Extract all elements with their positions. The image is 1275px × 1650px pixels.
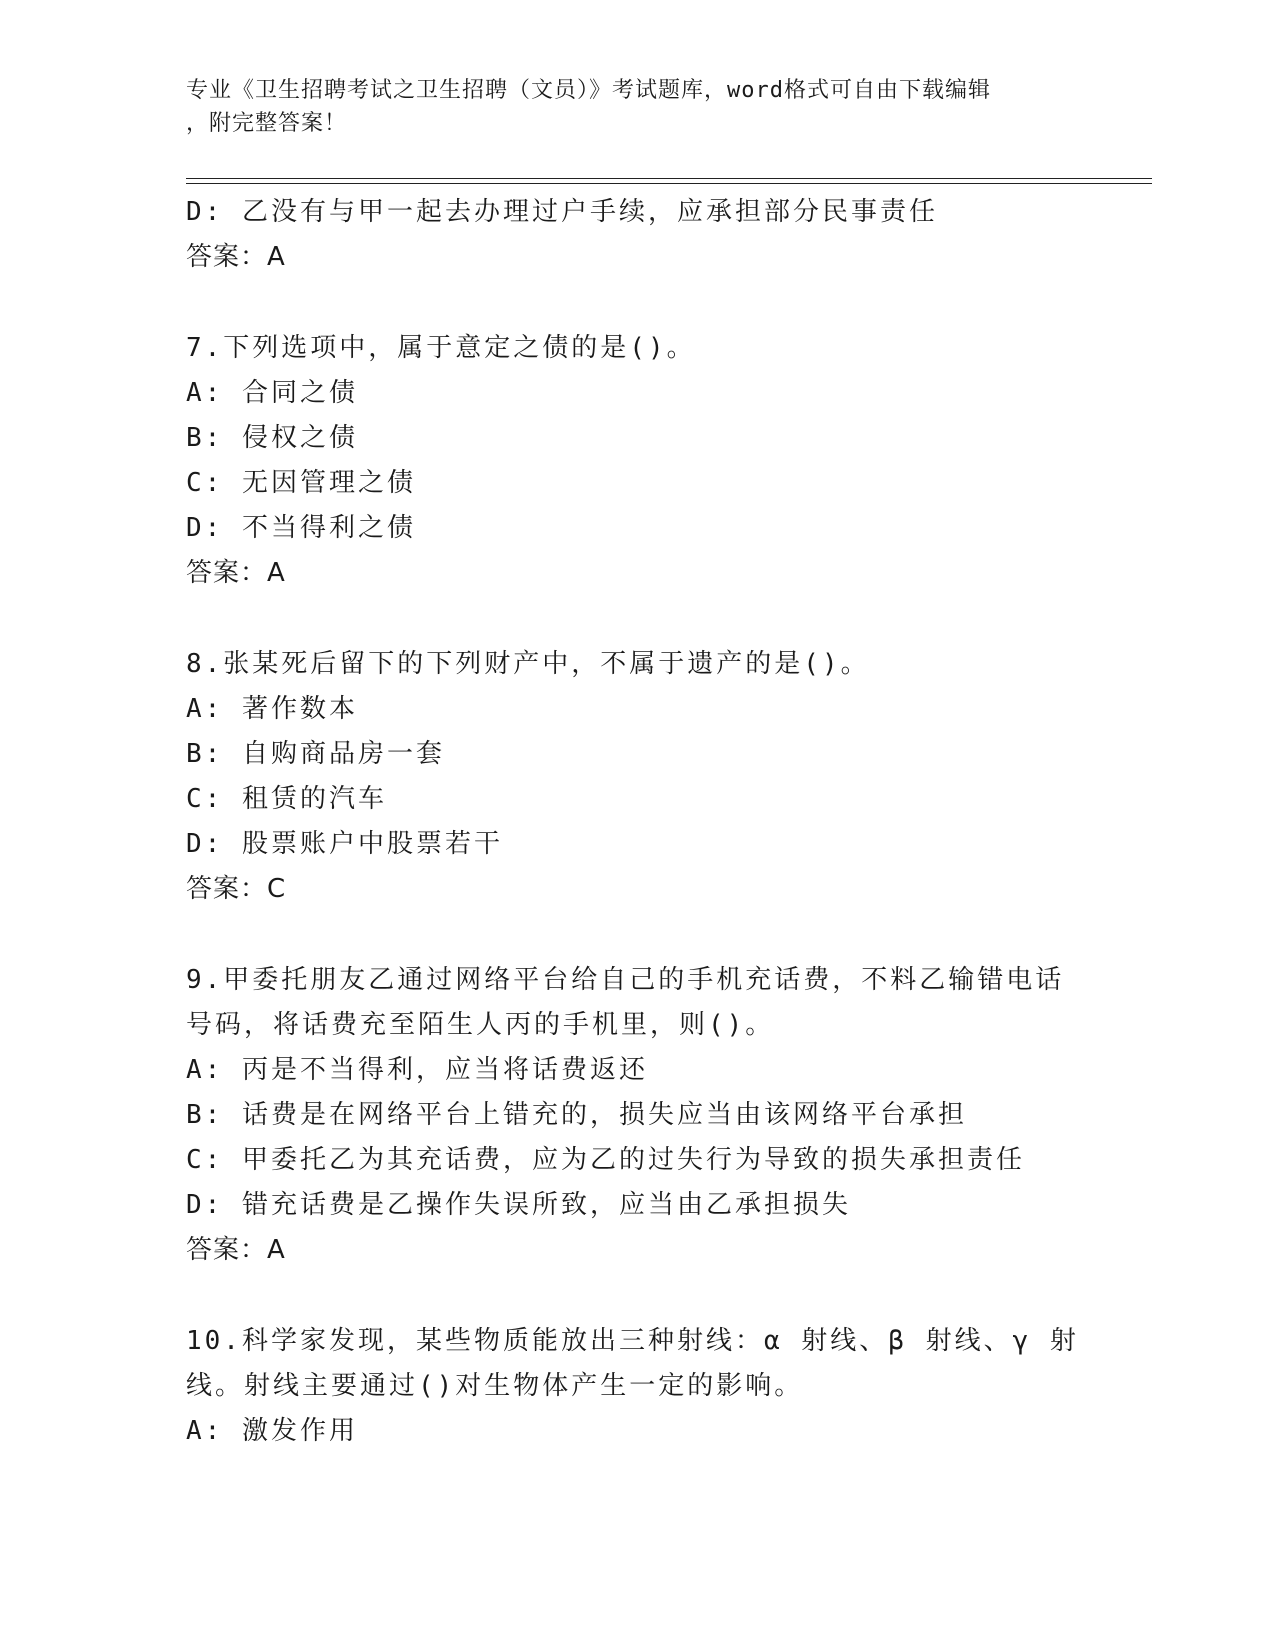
document-header xyxy=(186,74,1066,140)
question-content xyxy=(186,190,1086,1454)
question-stem-line-2: 线。射线主要通过()对生物体产生一定的影响。 xyxy=(186,1371,804,1401)
option-a: A: 丙是不当得利，应当将话费返还 xyxy=(186,1055,648,1085)
option-d: D: 不当得利之债 xyxy=(186,513,416,543)
answer-line: 答案：C xyxy=(186,874,287,904)
question-8 xyxy=(186,642,1086,912)
answer-line: 答案：A xyxy=(186,1235,286,1265)
previous-question-tail xyxy=(186,190,1086,280)
header-divider-bottom xyxy=(186,183,1152,184)
header-line-1: 专业《卫生招聘考试之卫生招聘（文员）》考试题库，word格式可自由下载编辑 xyxy=(186,78,991,103)
option-a: A: 著作数本 xyxy=(186,694,358,724)
answer-line: 答案：A xyxy=(186,242,286,272)
header-divider-top xyxy=(186,178,1152,179)
option-b: B: 自购商品房一套 xyxy=(186,739,445,769)
question-7 xyxy=(186,326,1086,596)
option-c: C: 甲委托乙为其充话费，应为乙的过失行为导致的损失承担责任 xyxy=(186,1145,1025,1175)
option-d: D: 错充话费是乙操作失误所致，应当由乙承担损失 xyxy=(186,1190,851,1220)
option-b: B: 话费是在网络平台上错充的，损失应当由该网络平台承担 xyxy=(186,1100,967,1130)
question-stem-line-1: 9.甲委托朋友乙通过网络平台给自己的手机充话费，不料乙输错电话 xyxy=(186,965,1065,995)
option-d: D: 股票账户中股票若干 xyxy=(186,829,503,859)
question-stem-line-2: 号码，将话费充至陌生人丙的手机里，则()。 xyxy=(186,1010,775,1040)
question-10 xyxy=(186,1319,1086,1454)
question-9 xyxy=(186,958,1086,1273)
option-a: A: 合同之债 xyxy=(186,378,358,408)
option-a: A: 激发作用 xyxy=(186,1416,358,1446)
option-c: C: 租赁的汽车 xyxy=(186,784,387,814)
option-c: C: 无因管理之债 xyxy=(186,468,416,498)
question-stem: 7.下列选项中，属于意定之债的是()。 xyxy=(186,333,696,363)
header-line-2: ，附完整答案！ xyxy=(186,111,348,136)
answer-line: 答案：A xyxy=(186,558,286,588)
question-stem: 8.张某死后留下的下列财产中，不属于遗产的是()。 xyxy=(186,649,870,679)
question-stem-line-1: 10.科学家发现，某些物质能放出三种射线：α 射线、β 射线、γ 射 xyxy=(186,1326,1079,1356)
option-b: B: 侵权之债 xyxy=(186,423,358,453)
option-d: D: 乙没有与甲一起去办理过户手续，应承担部分民事责任 xyxy=(186,197,938,227)
